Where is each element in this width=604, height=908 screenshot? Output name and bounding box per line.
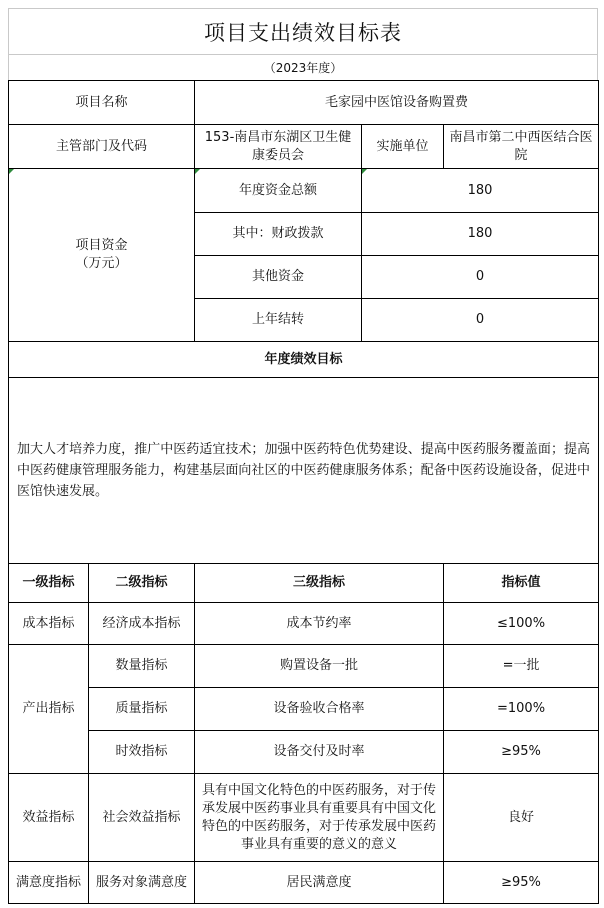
- cost-level1: 成本指标: [9, 603, 89, 645]
- satisfaction-level1: 满意度指标: [9, 862, 89, 904]
- satisfaction-level3: 居民满意度: [195, 862, 444, 904]
- funds-row-label: 上年结转: [195, 299, 362, 342]
- satisfaction-level2: 服务对象满意度: [89, 862, 195, 904]
- output-level3: 设备验收合格率: [195, 688, 444, 731]
- header-level3: 三级指标: [195, 564, 444, 603]
- funds-row-value: 180: [362, 213, 599, 256]
- output-level2: 数量指标: [89, 645, 195, 688]
- cost-value: ≤100%: [444, 603, 599, 645]
- output-level1: 产出指标: [9, 645, 89, 774]
- benefit-level2: 社会效益指标: [89, 774, 195, 862]
- benefit-level1: 效益指标: [9, 774, 89, 862]
- output-level3: 设备交付及时率: [195, 731, 444, 774]
- form-title: 项目支出绩效目标表: [8, 8, 598, 54]
- cost-level3: 成本节约率: [195, 603, 444, 645]
- header-level2: 二级指标: [89, 564, 195, 603]
- funds-label: 项目资金 （万元）: [9, 169, 195, 342]
- output-value: ≥95%: [444, 731, 599, 774]
- annual-goal-text: 加大人才培养力度，推广中医药适宜技术；加强中医药特色优势建设、提高中医药服务覆盖面；提高中医药健康管理服务能力，构建基层面向社区的中医药健康服务体系；配备中医药设施设备，促进中医馆快速发展。: [9, 378, 599, 564]
- header-level1: 一级指标: [9, 564, 89, 603]
- funds-row-value: 180: [362, 169, 599, 213]
- form-year: （2023年度）: [8, 54, 598, 80]
- output-level2: 时效指标: [89, 731, 195, 774]
- target-table: [8, 80, 599, 904]
- funds-row-value: 0: [362, 256, 599, 299]
- project-name-value: 毛家园中医馆设备购置费: [195, 81, 599, 125]
- department-label: 主管部门及代码: [9, 125, 195, 169]
- funds-row-label: 年度资金总额: [195, 169, 362, 213]
- project-name-label: 项目名称: [9, 81, 195, 125]
- output-value: =一批: [444, 645, 599, 688]
- output-value: =100%: [444, 688, 599, 731]
- header-value: 指标值: [444, 564, 599, 603]
- implementing-unit-value: 南昌市第二中西医结合医院: [444, 125, 599, 169]
- output-level2: 质量指标: [89, 688, 195, 731]
- funds-row-label: 其中：财政拨款: [195, 213, 362, 256]
- output-level3: 购置设备一批: [195, 645, 444, 688]
- benefit-value: 良好: [444, 774, 599, 862]
- cost-level2: 经济成本指标: [89, 603, 195, 645]
- satisfaction-value: ≥95%: [444, 862, 599, 904]
- annual-goal-header: 年度绩效目标: [9, 342, 599, 378]
- implementing-unit-label: 实施单位: [362, 125, 444, 169]
- funds-row-label: 其他资金: [195, 256, 362, 299]
- department-value: 153-南昌市东湖区卫生健康委员会: [195, 125, 362, 169]
- funds-row-value: 0: [362, 299, 599, 342]
- benefit-level3: 具有中国文化特色的中医药服务，对于传承发展中医药事业具有重要具有中国文化特色的中医药服务，对于传承发展中医药事业具有重要的意义的意义: [195, 774, 444, 862]
